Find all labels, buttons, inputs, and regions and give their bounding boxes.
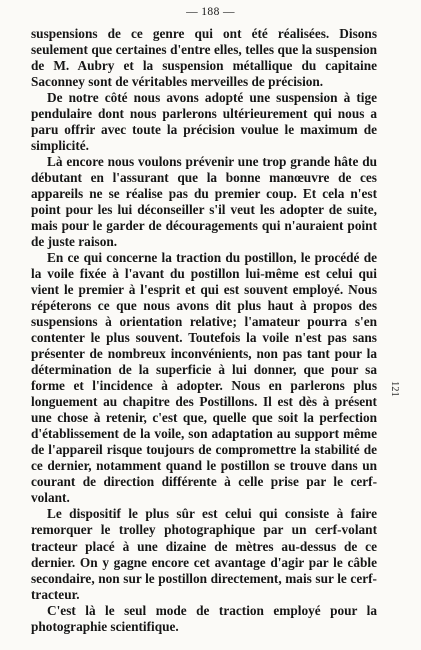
body-text (31, 26, 377, 635)
paragraph-6: C'est là le seul mode de traction employé pour la photographie scientifique. (31, 602, 377, 634)
paragraph-1: suspensions de ce genre qui ont été réalisées. Disons seulement que certaines d'entre elles, telles que la suspension de M. Aubry et la suspension métallique du capitaine Saconney sont de véritables merveilles de précision. (31, 26, 377, 90)
paragraph-4: En ce qui concerne la traction du postillon, le procédé de la voile fixée à l'avant du postillon lui-même est celui qui vient le premier à l'esprit et qui est souvent employé. Nous répéterons ce que nous avons dit plus haut à propos des suspensions à orientation relative; l'amateur pourra s'en contenter le plus souvent. Toutefois la voile n'est pas sans présenter de nombreux inconvénients, non pas tant pour la détermination de la superficie à lui donner, que pour sa forme et l'incidence à adopter. Nous en parlerons plus longuement au chapitre des Postillons. Il est dès à présent une chose à retenir, c'est que, quelle que soit la perfection d'établissement de la voile, son adaptation au support même de l'appareil risque toujours de compromettre la stabilité de ce dernier, notamment quand le postillon se trouve dans un courant de direction différente à celle prise par le cerf-volant. (31, 250, 377, 506)
paragraph-2: De notre côté nous avons adopté une suspension à tige pendulaire dont nous parlerons ultérieurement qui nous a paru offrir avec toute la précision voulue le maximum de simplicité. (31, 90, 377, 154)
paragraph-5: Le dispositif le plus sûr est celui qui consiste à faire remorquer le trolley photographique par un cerf-volant tracteur placé à une dizaine de mètres au-dessus de ce dernier. On y gagne encore cet avantage d'agir par le câble secondaire, non sur le postillon directement, mais sur le cerf-tracteur. (31, 506, 377, 602)
paragraph-3: Là encore nous voulons prévenir une trop grande hâte du débutant en l'assurant que la bonne manœuvre de ces appareils ne se réalise pas du premier coup. Et cela n'est point pour les lui déconseiller s'il veut les adopter de suite, mais pour le garder de découragements qui n'auraient point de juste raison. (31, 154, 377, 250)
page-number: — 188 — (186, 6, 235, 18)
margin-annotation: 121 (389, 381, 400, 397)
